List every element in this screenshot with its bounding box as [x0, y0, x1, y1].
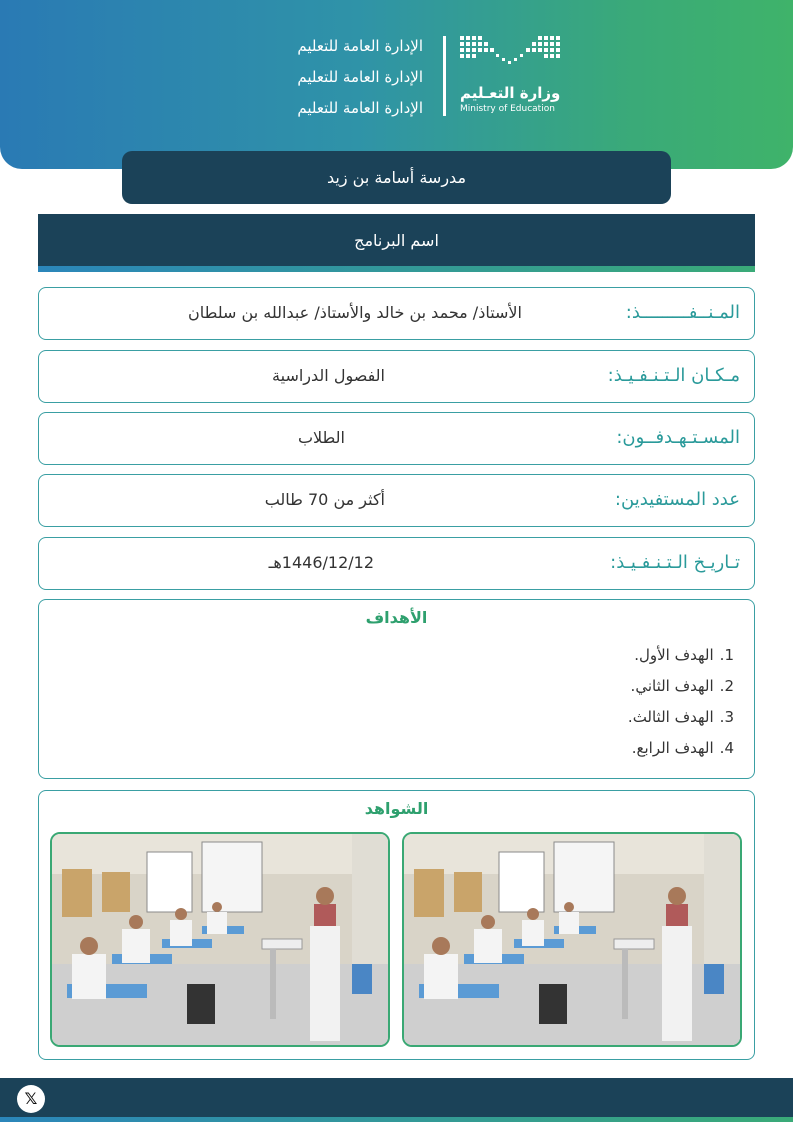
detail-row-target	[38, 412, 755, 465]
logo-arabic-text: وزارة التعـليم	[460, 84, 561, 102]
goals-title: الأهداف	[365, 608, 428, 627]
footer-bar	[0, 1078, 793, 1122]
header-divider	[443, 36, 446, 116]
logo-dots-icon	[458, 34, 566, 74]
directorate-lines	[223, 34, 423, 127]
directorate-line: الإدارة العامة للتعليم	[297, 68, 423, 86]
detail-row-beneficiaries	[38, 474, 755, 527]
detail-label: تـاريـخ الـتـنـفـيـذ:	[610, 552, 740, 573]
list-item	[628, 704, 734, 735]
detail-label: المسـتـهـدفــون:	[616, 427, 740, 448]
goal-number: 2.	[719, 677, 734, 695]
ministry-logo	[458, 34, 568, 119]
goal-text: الهدف الأول.	[634, 646, 714, 664]
list-item	[628, 673, 734, 704]
evidence-title: الشواهد	[364, 799, 429, 818]
evidence-photo-right	[402, 832, 742, 1047]
school-name: مدرسة أسامة بن زيد	[326, 168, 467, 187]
evidence-photo-left	[50, 832, 390, 1047]
school-name-banner	[122, 151, 671, 204]
program-name-bar	[38, 214, 755, 272]
goals-section	[38, 599, 755, 779]
x-social-icon[interactable]: 𝕏	[17, 1085, 45, 1113]
detail-value: الأستاذ/ محمد بن خالد والأستاذ/ عبدالله بن سلطان	[188, 303, 522, 322]
list-item	[628, 735, 734, 766]
logo-english-text: Ministry of Education	[460, 104, 555, 114]
detail-value: أكثر من 70 طالب	[264, 490, 385, 509]
classroom-photo-image	[52, 834, 388, 1045]
program-name: اسم البرنامج	[354, 230, 439, 250]
detail-value: 1446/12/12هـ	[268, 553, 374, 572]
goal-number: 4.	[719, 739, 734, 757]
goal-text: الهدف الثاني.	[630, 677, 714, 695]
detail-label: عدد المستفيدين:	[614, 489, 740, 510]
header-banner	[0, 0, 793, 169]
directorate-line: الإدارة العامة للتعليم	[297, 37, 423, 55]
detail-value: الفصول الدراسية	[272, 366, 385, 385]
goals-list	[628, 642, 734, 766]
goal-number: 3.	[719, 708, 734, 726]
directorate-line: الإدارة العامة للتعليم	[297, 99, 423, 117]
detail-row-location	[38, 350, 755, 403]
detail-label: المـنــفـــــــــذ:	[625, 302, 740, 323]
detail-value: الطلاب	[297, 428, 345, 447]
detail-row-executor	[38, 287, 755, 340]
detail-label: مـكـان الـتـنـفـيـذ:	[607, 365, 740, 386]
classroom-photo-image	[404, 834, 740, 1045]
goal-number: 1.	[719, 646, 734, 664]
goal-text: الهدف الثالث.	[627, 708, 714, 726]
detail-row-date	[38, 537, 755, 590]
evidence-section	[38, 790, 755, 1060]
goal-text: الهدف الرابع.	[631, 739, 714, 757]
list-item	[628, 642, 734, 673]
